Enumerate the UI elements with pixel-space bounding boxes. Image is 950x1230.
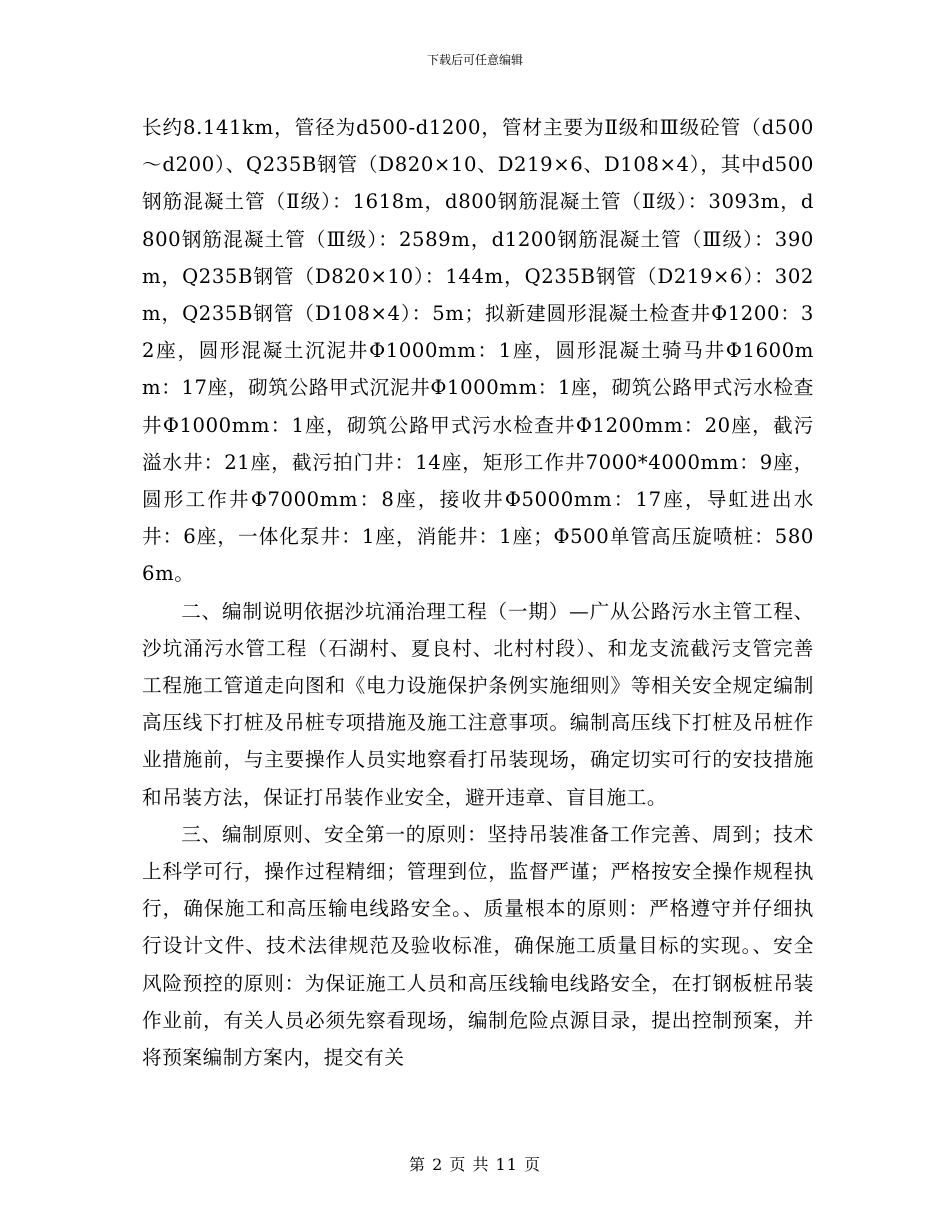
paragraph-compilation-basis: 二、编制说明依据沙坑涌治理工程（一期）—广从公路污水主管工程、沙坑涌污水管工程（石湖村、夏良村、北村村段）、和龙支流截污支管完善工程施工管道走向图和《电力设施保护条例实施细则》等相关安全规定编制高压线下打桩及吊桩专项措施及施工注意事项。编制高压线下打桩及吊桩作业措施前，与主要操作人员实地察看打吊装现场，确定切实可行的安技措施和吊装方法，保证打吊装作业安全，避开违章、盲目施工。 bbox=[142, 599, 814, 809]
page-header: 下载后可任意编辑 bbox=[426, 53, 523, 67]
paragraph-compilation-principles: 三、编制原则、安全第一的原则：坚持吊装准备工作完善、周到；技术上科学可行，操作过程精细；管理到位，监督严谨；严格按安全操作规程执行，确保施工和高压输电线路安全。、质量根本的原则：严格遵守并仔细执行设计文件、技术法律规范及验收标准，确保施工质量目标的实现。、安全风险预控的原则：为保证施工人员和高压线输电线路安全，在打钢板桩吊装作业前，有关人员必须先察看现场，编制危险点源目录，提出控制预案，并将预案编制方案内，提交有关 bbox=[142, 822, 814, 1070]
document-body bbox=[142, 109, 814, 1076]
paragraph-project-scope: 长约8.141km，管径为d500-d1200，管材主要为Ⅱ级和Ⅲ级砼管（d500～d200）、Q235B钢管（D820×10、D219×6、D108×4），其中d500钢筋混凝土管（Ⅱ级）：1618m，d800钢筋混凝土管（Ⅱ级）：3093m，d800钢筋混凝土管（Ⅲ级）：2589m，d1200钢筋混凝土管（Ⅲ级）：390m，Q235B钢管（D820×10）：144m，Q235B钢管（D219×6）：302m，Q235B钢管（D108×4）：5m；拟新建圆形混凝土检查井Φ1200：32座，圆形混凝土沉泥井Φ1000mm：1座，圆形混凝土骑马井Φ1600mm：17座，砌筑公路甲式沉泥井Φ1000mm：1座，砌筑公路甲式污水检查井Φ1000mm：1座，砌筑公路甲式污水检查井Φ1200mm：20座，截污溢水井：21座，截污拍门井：14座，矩形工作井7000*4000mm：9座，圆形工作井Φ7000mm：8座，接收井Φ5000mm：17座，导虹进出水井：6座，一体化泵井：1座，消能井：1座；Φ500单管高压旋喷桩：5806m。 bbox=[142, 116, 814, 586]
page-number: 第 2 页 共 11 页 bbox=[409, 1155, 541, 1174]
